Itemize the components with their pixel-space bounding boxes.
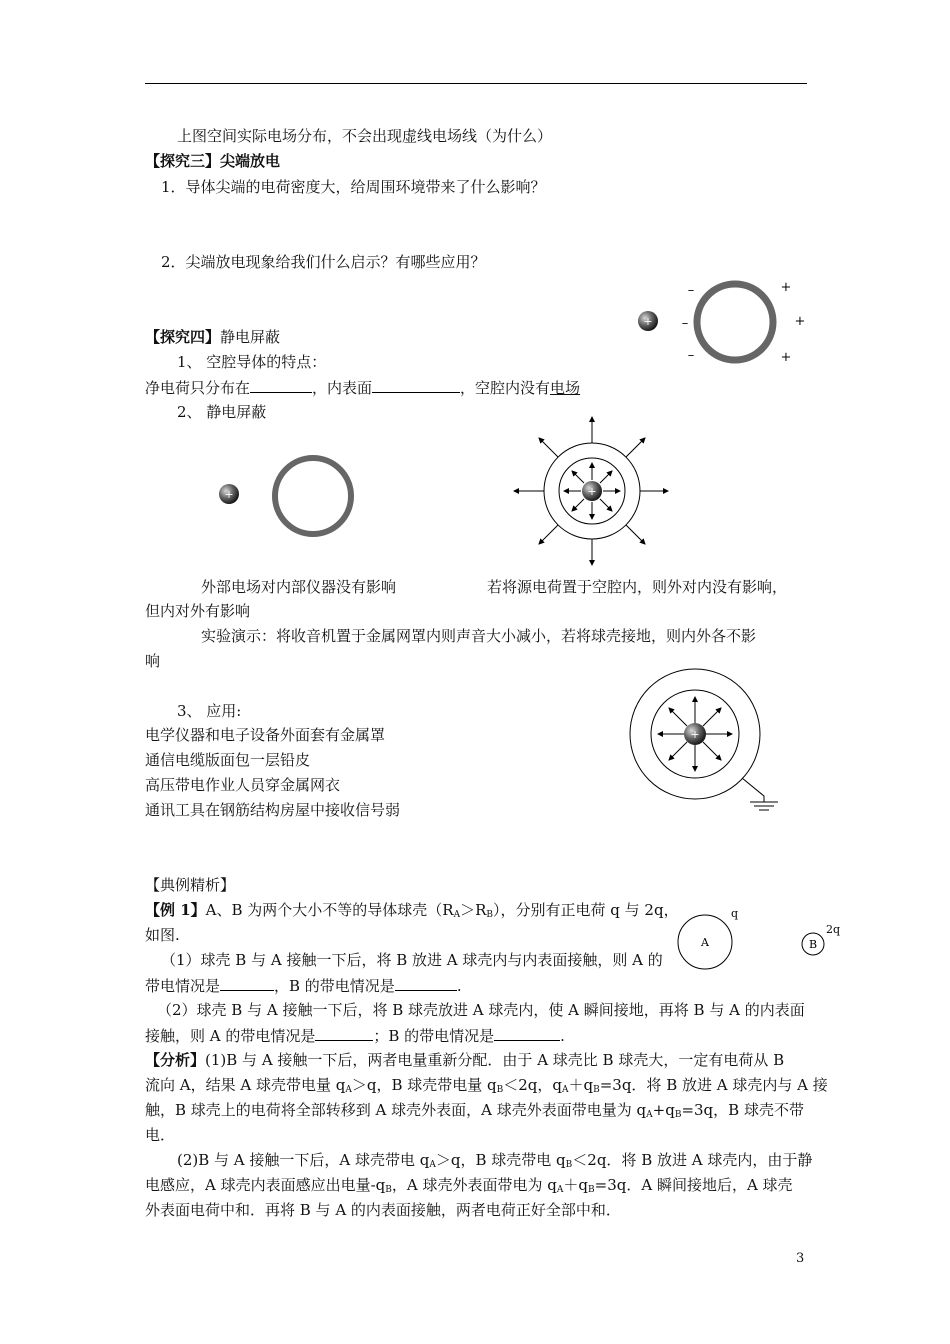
section-heading-3: 【探究三】尖端放电 xyxy=(145,152,281,170)
fill-text-a: 净电荷只分布在 xyxy=(145,379,251,397)
blank-label: ；B 的带电情况是 xyxy=(373,1027,495,1045)
shielding-figure-right xyxy=(510,435,680,565)
analysis-line-7: 外表面电荷中和．再将 B 与 A 的内表面接触，两者电荷正好全部中和． xyxy=(145,1201,621,1219)
blank-1[interactable] xyxy=(250,377,312,393)
answer-blank[interactable] xyxy=(494,1025,560,1041)
blank-label: 带电情况是 xyxy=(145,977,221,995)
plus-sign: + xyxy=(794,314,806,329)
analysis-line-3: 触，B 球壳上的电荷将全部转移到 A 球壳外表面，A 球壳外表面带电量为 $q_A+q_B=3q$，B 球壳不带 xyxy=(145,1101,804,1120)
ground-icon xyxy=(750,802,778,810)
fill-in-line xyxy=(145,377,580,398)
fill-text-d: 电场 xyxy=(550,379,581,397)
caption-continued: 但内对外有影响 xyxy=(145,602,251,620)
subscript: A xyxy=(453,910,461,920)
page-number: 3 xyxy=(796,1251,805,1266)
caption-left: 外部电场对内部仪器没有影响 xyxy=(201,578,397,596)
section-4-bracket: 【探究四】 xyxy=(145,328,221,346)
blank-label: . xyxy=(560,1027,565,1045)
application-4: 通讯工具在钢筋结构房屋中接收信号弱 xyxy=(145,801,401,819)
subscript: B xyxy=(486,910,494,920)
example-text: ），分别有正电荷 q 与 2q， xyxy=(493,901,679,919)
example-1-line xyxy=(145,900,679,925)
answer-blank[interactable] xyxy=(395,975,457,991)
sub-question-1: （1）球壳 B 与 A 接触一下后，将 B 放进 A 球壳内与内表面接触，则 A 的 xyxy=(161,951,663,969)
answer-blank[interactable] xyxy=(315,1025,373,1041)
answer-blank[interactable] xyxy=(220,975,274,991)
charge-plus-sign: + xyxy=(690,728,700,741)
sub-question-2-blanks xyxy=(145,1025,565,1046)
application-3: 高压带电作业人员穿金属网衣 xyxy=(145,776,341,794)
blank-label: ，B 的带电情况是 xyxy=(274,977,395,995)
analysis-label: 【分析】 xyxy=(145,1051,206,1069)
item-3: 3、 应用: xyxy=(177,702,242,720)
analysis-line-4: 电． xyxy=(145,1126,176,1144)
blank-2[interactable] xyxy=(372,377,460,393)
sphere-a-label: A xyxy=(701,936,709,949)
sphere-b-charge: 2q xyxy=(826,923,841,936)
item-1: 1、 空腔导体的特点： xyxy=(177,353,327,371)
plus-sign: + xyxy=(780,350,792,365)
minus-sign: – xyxy=(681,316,689,331)
question-1: 1．导体尖端的电荷密度大，给周围环境带来了什么影响？ xyxy=(161,178,546,196)
blank-label: . xyxy=(456,977,462,995)
section-4-title: 静电屏蔽 xyxy=(220,328,281,346)
application-2: 通信电缆版面包一层铅皮 xyxy=(145,751,311,769)
example-text: A、B 为两个大小不等的导体球壳（R xyxy=(205,901,454,919)
charge-plus-sign: + xyxy=(643,315,653,328)
analysis-line-6: 电感应，A 球壳内表面感应出电量$-q_B$，A 球壳外表面带电为 $q_A+q_B=3q$．A 瞬间接地后，A 球壳 xyxy=(145,1176,793,1195)
sub-question-1-blanks xyxy=(145,975,462,996)
application-1: 电学仪器和电子设备外面套有金属罩 xyxy=(145,726,386,744)
paragraph-field-distribution: 上图空间实际电场分布，不会出现虚线电场线（为什么） xyxy=(177,127,553,145)
charge-plus-sign: + xyxy=(587,485,597,498)
sphere-a-charge: q xyxy=(731,907,739,920)
example-1-cont: 如图. xyxy=(145,926,180,944)
analysis-line-5: (2)B 与 A 接触一下后，A 球壳带电 $q_A>q$，B 球壳带电 $q_B<2q$．将 B 放进 A 球壳内，由于静 xyxy=(177,1151,813,1170)
grounded-shell-figure xyxy=(628,668,788,818)
sphere-b-label: B xyxy=(808,938,818,951)
minus-sign: – xyxy=(687,348,695,363)
examples-heading: 【典例精析】 xyxy=(145,876,236,894)
item-2: 2、 静电屏蔽 xyxy=(177,403,267,421)
sub-question-2: （2）球壳 B 与 A 接触一下后，将 B 球壳放进 A 球壳内，使 A 瞬间接地，再将 B 与 A 的内表面 xyxy=(157,1001,805,1019)
fill-text-c: ，空腔内没有 xyxy=(460,379,551,397)
header-rule xyxy=(145,83,807,84)
demo-continued: 响 xyxy=(145,652,161,670)
analysis-line-1 xyxy=(145,1050,784,1070)
spheres-ab-figure xyxy=(675,905,875,975)
example-text: ＞R xyxy=(460,901,487,919)
charge-plus-sign: + xyxy=(224,488,234,501)
plus-sign: + xyxy=(780,280,792,295)
shielding-figure-left xyxy=(210,450,370,545)
fill-text-b: ，内表面 xyxy=(312,379,373,397)
example-1-label: 【例 1】 xyxy=(145,901,206,919)
caption-right: 若将源电荷置于空腔内，则外对内没有影响， xyxy=(487,578,788,596)
analysis-text: (1)B 与 A 接触一下后，两者电量重新分配．由于 A 球壳比 B 球壳大，一定有电荷从 B xyxy=(205,1051,785,1069)
blank-label: 接触，则 A 的带电情况是 xyxy=(145,1027,316,1045)
section-heading-4 xyxy=(145,327,280,347)
minus-sign: – xyxy=(687,283,695,298)
analysis-line-2: 流向 A，结果 A 球壳带电量 $q_A>q$，B 球壳带电量 $q_B<2q$，$q_A+q_B=3q$．将 B 放进 A 球壳内与 A 接 xyxy=(145,1076,828,1095)
demo-text: 实验演示：将收音机置于金属网罩内则声音大小减小，若将球壳接地，则内外各不影 xyxy=(201,627,757,645)
question-2: 2．尖端放电现象给我们什么启示？有哪些应用？ xyxy=(161,253,486,271)
induced-charge-figure xyxy=(630,280,810,370)
